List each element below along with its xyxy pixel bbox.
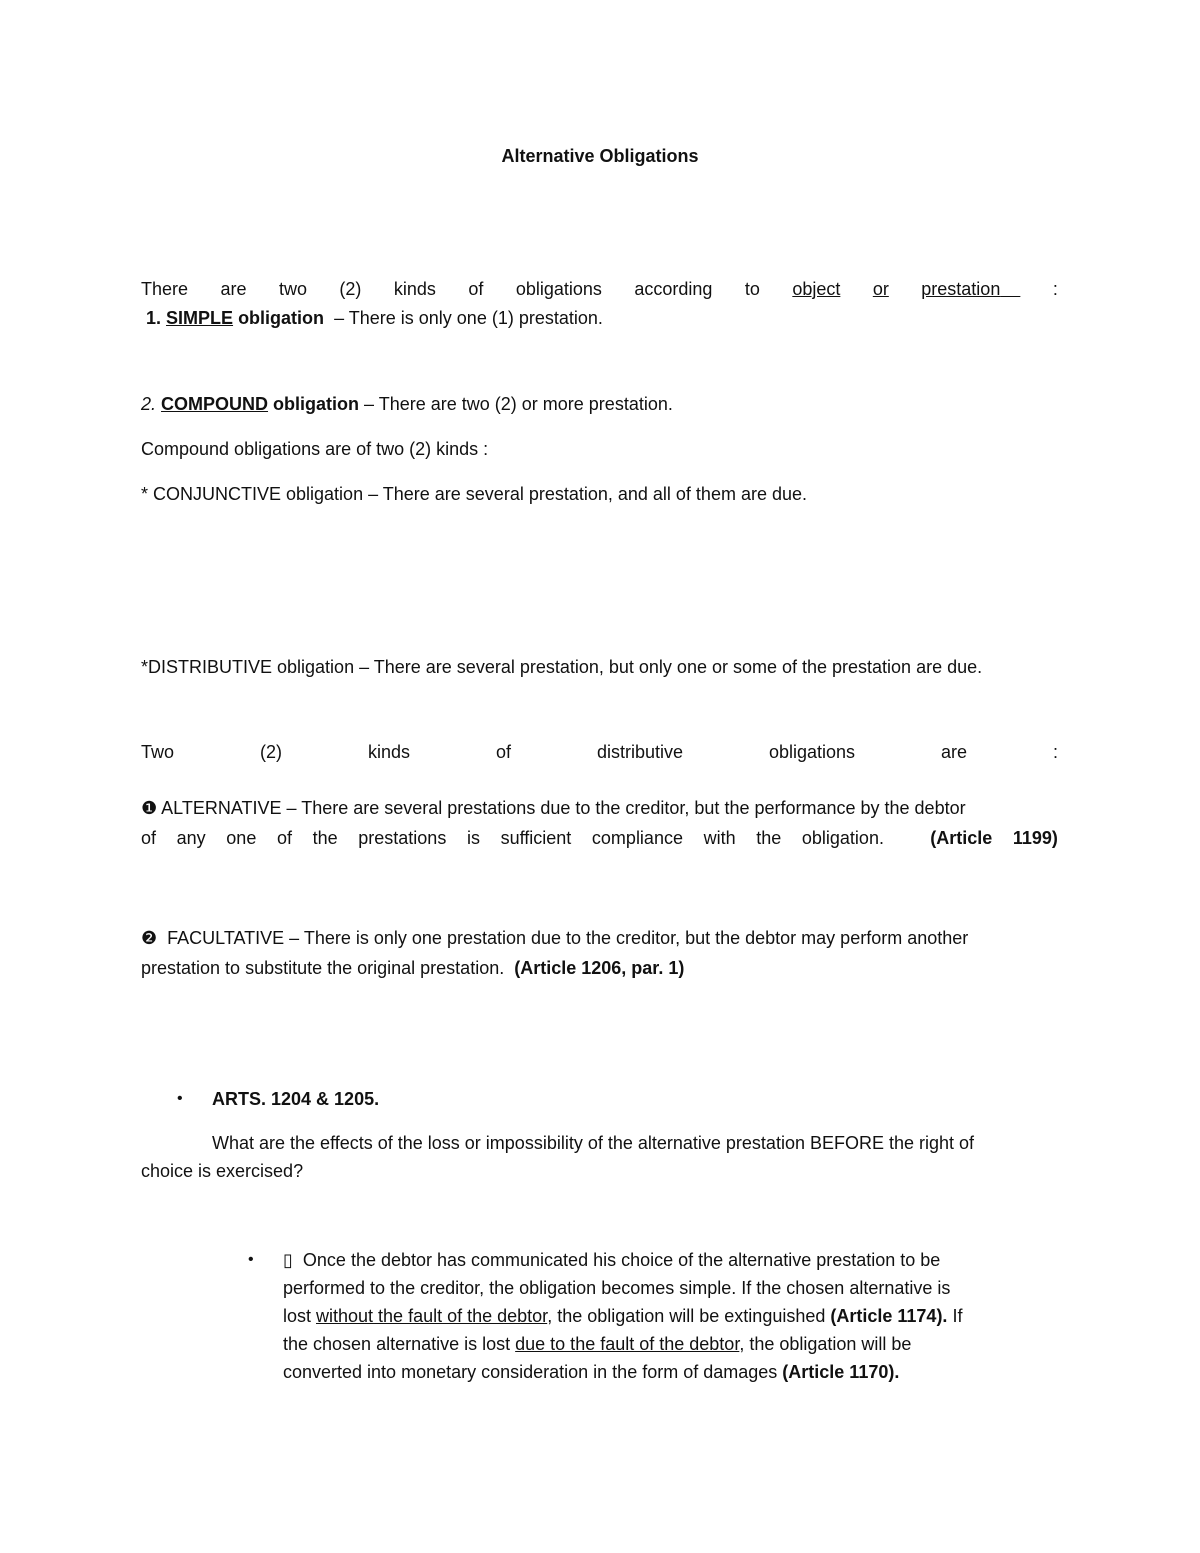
answer-underlined: due to the fault of the debtor [515, 1334, 740, 1354]
kinds-word: (2) [259, 742, 282, 762]
alternative-line-2 [141, 824, 1058, 852]
intro-word: (2) [339, 279, 362, 299]
answer-text: the chosen alternative is lost [283, 1334, 516, 1354]
facultative-citation: (Article 1206, par. 1) [514, 958, 685, 978]
intro-word: of [468, 279, 484, 299]
question-line-1: What are the effects of the loss or impossibility of the alternative prestation BEFORE the right of [212, 1133, 975, 1153]
answer-text: , the obligation will be extinguished [547, 1306, 831, 1326]
intro-underlined-word: object [792, 279, 841, 299]
alternative-citation: 1199) [1012, 828, 1058, 848]
compound-obligation-line [141, 390, 1058, 418]
answer-citation: (Article 1174). [830, 1306, 948, 1326]
simple-description: – There is only one (1) prestation. [334, 308, 603, 328]
distributive-kinds-line [141, 738, 1058, 766]
conjunctive-line: * CONJUNCTIVE obligation – There are several prestation, and all of them are due. [141, 484, 807, 504]
simple-obligation-line [146, 304, 1063, 332]
kinds-word: of [495, 742, 511, 762]
facultative-text-2: prestation to substitute the original prestation. [141, 958, 505, 978]
compound-word: obligation [273, 394, 360, 414]
box-icon: ▯ [283, 1250, 293, 1270]
answer-text: If [947, 1306, 963, 1326]
intro-word: two [278, 279, 307, 299]
alt-word: with [703, 828, 736, 848]
compound-kinds-line: Compound obligations are of two (2) kinds : [141, 439, 489, 459]
intro-word: There [141, 279, 189, 299]
kinds-word: distributive [596, 742, 683, 762]
bullet-icon: • [177, 1090, 183, 1107]
alt-word: one [226, 828, 257, 848]
answer-underlined: without the fault of the debtor [316, 1306, 548, 1326]
intro-word: according [634, 279, 713, 299]
intro-line [141, 275, 1058, 303]
alt-word: obligation. [801, 828, 884, 848]
alternative-text: ALTERNATIVE – There are several prestations due to the creditor, but the performance by the debtor [161, 798, 966, 818]
alt-word: is [466, 828, 480, 848]
arts-heading-text: ARTS. 1204 & 1205. [212, 1089, 380, 1109]
alt-word: prestations [358, 828, 447, 848]
compound-term: COMPOUND [161, 394, 269, 414]
intro-underlined-word: or [872, 279, 889, 299]
kinds-word: Two [141, 742, 175, 762]
facultative-line-1 [141, 924, 1058, 952]
simple-word: obligation [238, 308, 325, 328]
distributive-line: *DISTRIBUTIVE obligation – There are several prestation, but only one or some of the prestation are due. [141, 657, 983, 677]
alt-word: the [756, 828, 782, 848]
kinds-word: : [1052, 742, 1058, 762]
answer-text: lost [283, 1306, 317, 1326]
alternative-line-1 [141, 794, 1058, 822]
intro-word: are [220, 279, 247, 299]
answer-line-2: performed to the creditor, the obligation becomes simple. If the chosen alternative is [283, 1278, 951, 1298]
bullet-icon: • [248, 1251, 254, 1268]
answer-line-3 [283, 1302, 1058, 1330]
answer-line-5 [283, 1358, 1058, 1386]
alternative-citation: (Article [930, 828, 993, 848]
facultative-marker-icon: ❷ [141, 928, 158, 948]
simple-term: SIMPLE [166, 308, 234, 328]
kinds-word: are [940, 742, 967, 762]
simple-number: 1. [146, 308, 162, 328]
intro-word: kinds [393, 279, 436, 299]
answer-text: Once the debtor has communicated his choice of the alternative prestation to be [302, 1250, 941, 1270]
answer-citation: (Article 1170). [782, 1362, 900, 1382]
arts-heading [212, 1085, 1058, 1113]
alt-word: of [276, 828, 292, 848]
compound-number: 2. [141, 394, 157, 414]
alt-word: the [312, 828, 338, 848]
intro-word: obligations [515, 279, 602, 299]
answer-text: , the obligation will be [739, 1334, 912, 1354]
alt-word: of [141, 828, 157, 848]
document-title: Alternative Obligations [501, 146, 699, 166]
answer-text: converted into monetary consideration in the form of damages [283, 1362, 783, 1382]
answer-line-4 [283, 1330, 1058, 1358]
question-line-2: choice is exercised? [141, 1161, 304, 1181]
answer-line-1 [283, 1246, 1058, 1274]
alt-word: any [176, 828, 206, 848]
facultative-line-2 [141, 954, 1058, 982]
kinds-word: obligations [768, 742, 856, 762]
alt-word: compliance [591, 828, 683, 848]
intro-underlined-word: prestation [921, 279, 1001, 299]
alt-word: sufficient [500, 828, 572, 848]
facultative-text: FACULTATIVE – There is only one prestation due to the creditor, but the debtor may perform another [167, 928, 969, 948]
kinds-word: kinds [367, 742, 410, 762]
intro-word: to [744, 279, 760, 299]
alternative-marker-icon: ❶ [141, 798, 158, 818]
intro-colon: : [1052, 279, 1058, 299]
compound-description: – There are two (2) or more prestation. [364, 394, 673, 414]
